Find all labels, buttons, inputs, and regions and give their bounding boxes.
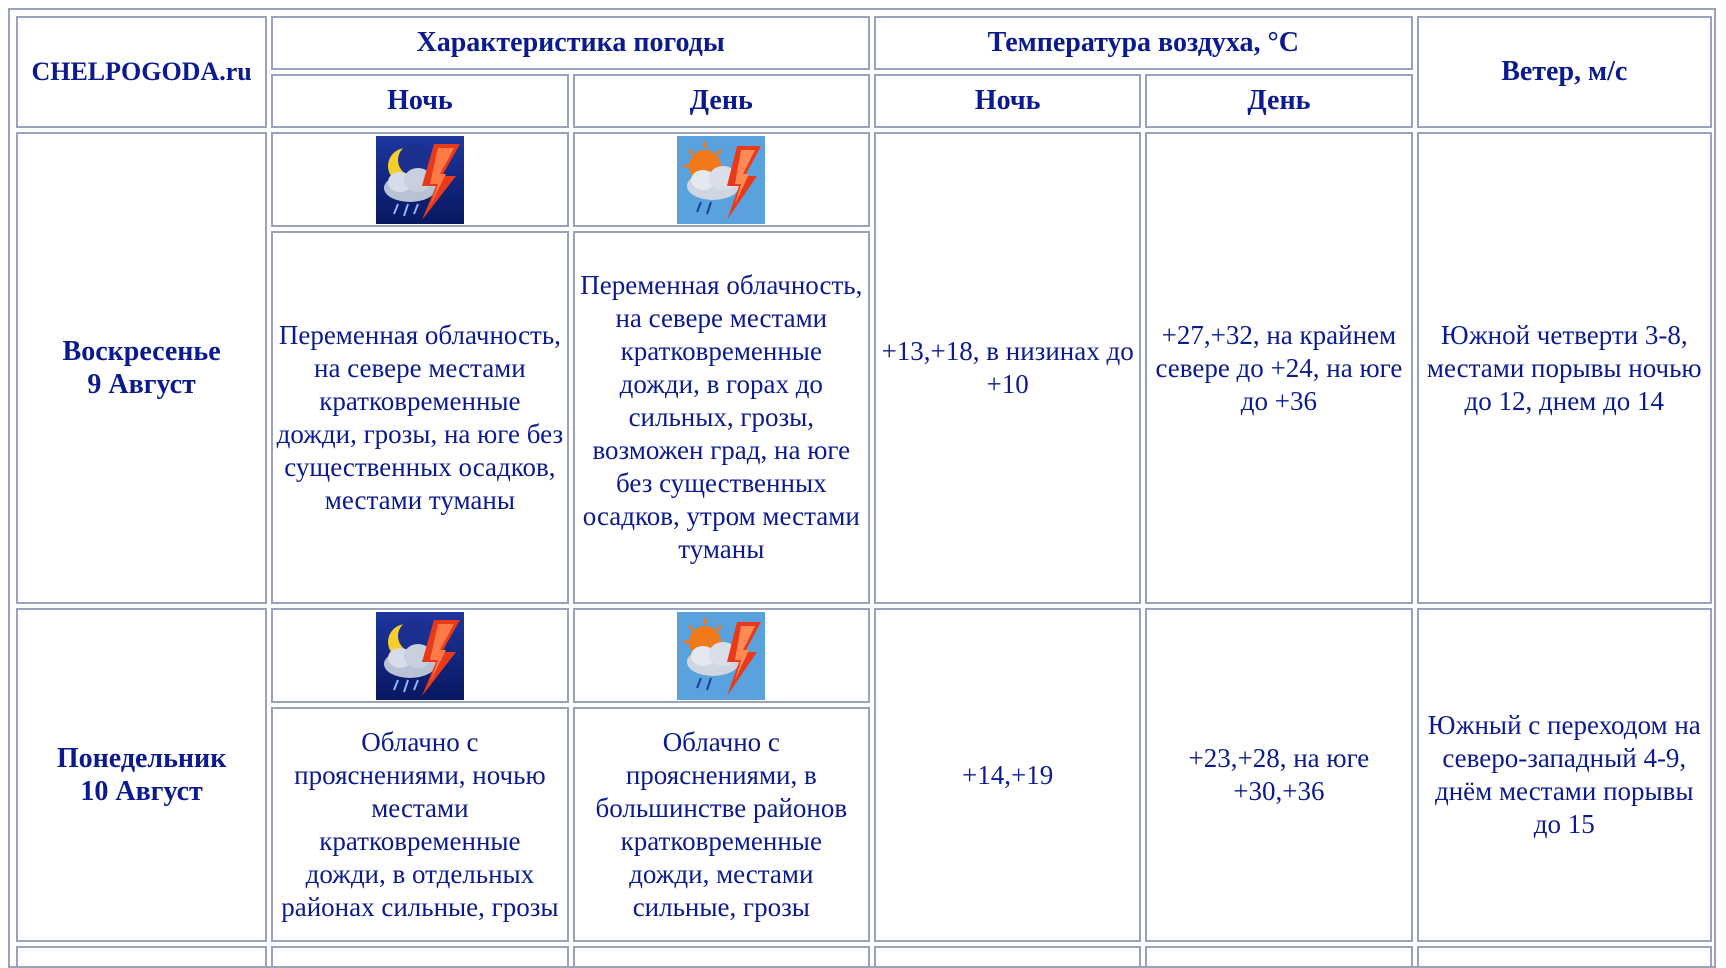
night-description: Облачно с прояснениями, ночью местами кратковременные дожди, в отдельных районах сильные, грозы bbox=[281, 726, 559, 922]
temp-day-label: День bbox=[1247, 85, 1311, 116]
day-date: 9 Август bbox=[87, 369, 196, 400]
next-row-cell bbox=[271, 946, 568, 968]
night-icon-cell bbox=[271, 608, 568, 703]
day-name: Воскресенье bbox=[62, 336, 221, 367]
temperature-group-label: Температура воздуха, °С bbox=[987, 27, 1299, 58]
night-icon-cell bbox=[271, 132, 568, 227]
day-description-cell bbox=[573, 707, 870, 942]
temp-night-header bbox=[874, 74, 1141, 128]
temp-day-value: +27,+32, на крайнем севере до +24, на юге до +36 bbox=[1155, 319, 1403, 416]
wind-cell bbox=[1417, 132, 1712, 604]
wind-value: Южный с переходом на северо-западный 4-9, днём местами порывы до 15 bbox=[1427, 710, 1701, 839]
wind-value: Южной четверти 3-8, местами порывы ночью до 12, днем до 14 bbox=[1426, 319, 1702, 416]
weather-night-label: Ночь bbox=[387, 85, 453, 116]
temp-day-value: +23,+28, на юге +30,+36 bbox=[1188, 743, 1370, 806]
next-row-cell bbox=[1417, 946, 1712, 968]
wind-header bbox=[1417, 16, 1712, 128]
wind-header-label: Ветер, м/с bbox=[1501, 56, 1628, 87]
weather-group-header bbox=[271, 16, 870, 70]
forecast-table bbox=[12, 12, 1716, 968]
day-description: Облачно с прояснениями, в большинстве районов кратковременные дожди, местами сильные, грозы bbox=[595, 726, 848, 922]
night-thunderstorm-icon bbox=[376, 612, 464, 700]
temp-night-cell bbox=[874, 608, 1141, 942]
day-description: Переменная облачность, на севере местами кратковременные дожди, в горах до сильных, грозы, возможен град, на юге без существенных осадков, утром местами туманы bbox=[580, 270, 863, 564]
temp-day-header bbox=[1145, 74, 1412, 128]
next-row-cell bbox=[573, 946, 870, 968]
temp-day-cell bbox=[1145, 608, 1412, 942]
temp-day-cell bbox=[1145, 132, 1412, 604]
weather-day-header bbox=[573, 74, 870, 128]
night-description-cell bbox=[271, 707, 568, 942]
weather-group-label: Характеристика погоды bbox=[416, 27, 725, 58]
day-cell bbox=[16, 608, 267, 942]
night-description: Переменная облачность, на севере местами кратковременные дожди, грозы, на юге без существенных осадков, местами туманы bbox=[276, 319, 564, 515]
day-description-cell bbox=[573, 231, 870, 604]
temp-night-value: +13,+18, в низинах до +10 bbox=[881, 336, 1134, 399]
night-thunderstorm-icon bbox=[376, 136, 464, 224]
site-name: CHELPOGODA.ru bbox=[31, 57, 252, 86]
wind-cell bbox=[1417, 608, 1712, 942]
day-thunderstorm-icon bbox=[677, 612, 765, 700]
day-name: Понедельник bbox=[56, 743, 227, 774]
night-description-cell bbox=[271, 231, 568, 604]
day-icon-cell bbox=[573, 608, 870, 703]
temp-night-cell bbox=[874, 132, 1141, 604]
next-row-cell bbox=[1145, 946, 1412, 968]
day-date: 10 Август bbox=[80, 776, 203, 807]
temp-night-label: Ночь bbox=[974, 85, 1041, 116]
weather-day-label: День bbox=[689, 85, 753, 116]
next-row-cell bbox=[874, 946, 1141, 968]
forecast-frame bbox=[8, 8, 1716, 968]
next-row-cell bbox=[16, 946, 267, 968]
day-thunderstorm-icon bbox=[677, 136, 765, 224]
temperature-group-header bbox=[874, 16, 1413, 70]
temp-night-value: +14,+19 bbox=[962, 759, 1054, 790]
weather-night-header bbox=[271, 74, 568, 128]
day-cell bbox=[16, 132, 267, 604]
site-name-cell bbox=[16, 16, 267, 128]
day-icon-cell bbox=[573, 132, 870, 227]
